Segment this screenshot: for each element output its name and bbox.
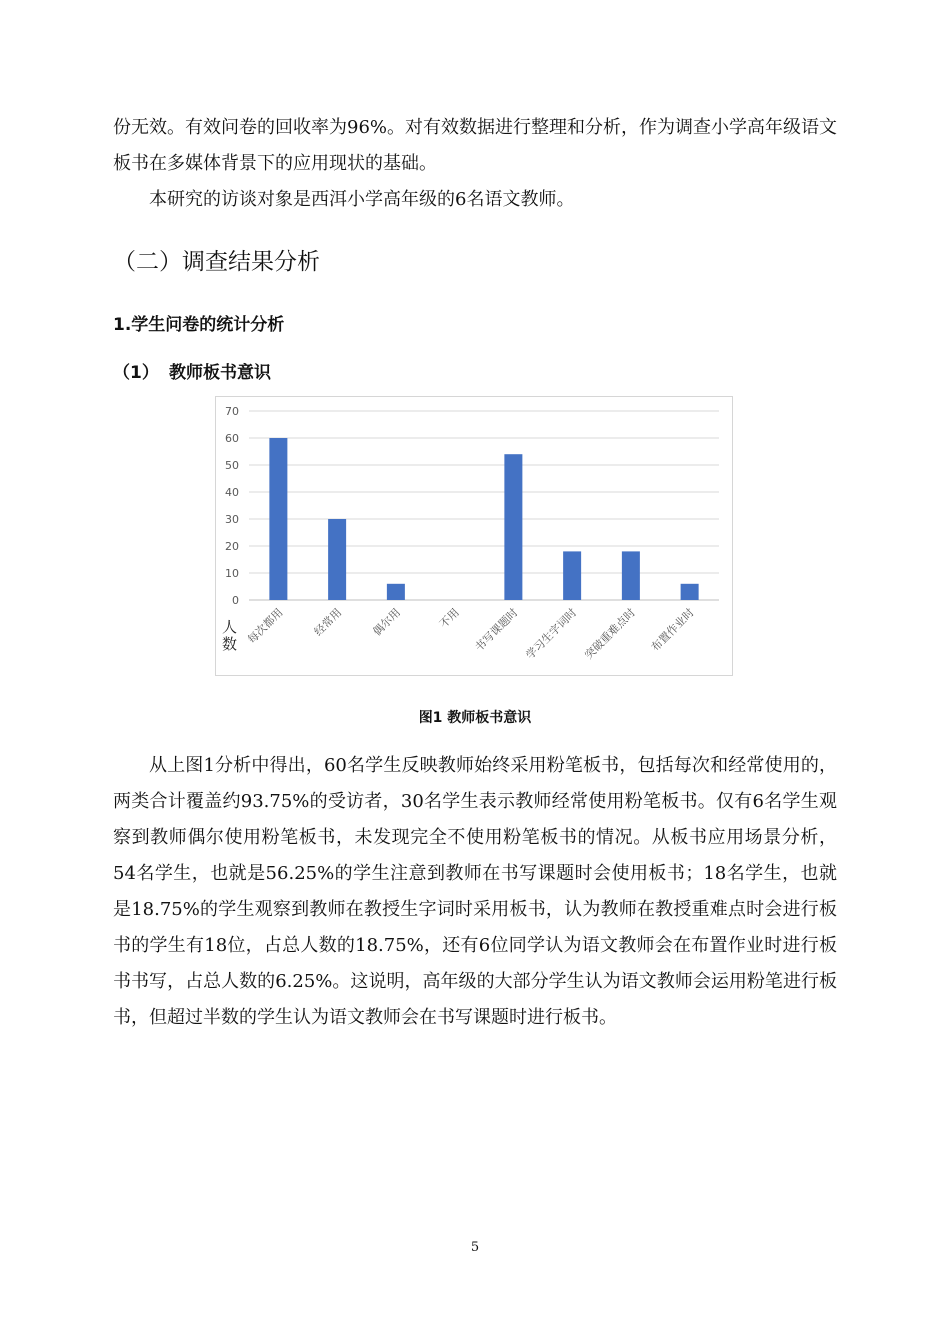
subsection-heading: 1.学生问卷的统计分析 <box>113 315 285 335</box>
x-tick-label: 每次都用 <box>245 605 286 647</box>
y-tick-label: 30 <box>225 513 239 526</box>
intro-paragraph: 份无效。有效问卷的回收率为96%。对有效数据进行整理和分析，作为调查小学高年级语文板书在多媒体背景下的应用现状的基础。 <box>113 117 838 174</box>
y-tick-label: 20 <box>225 540 239 553</box>
interview-paragraph: 本研究的访谈对象是西洱小学高年级的6名语文教师。 <box>149 189 575 210</box>
item-number: （1） <box>113 363 159 383</box>
bar <box>563 551 581 600</box>
bar-chart-svg <box>216 397 734 677</box>
x-tick-label: 布置作业时 <box>648 605 697 655</box>
y-tick-label: 0 <box>232 594 239 607</box>
y-axis-label: 人数 <box>222 618 238 653</box>
bar <box>504 454 522 600</box>
y-tick-label: 70 <box>225 405 239 418</box>
x-tick-label: 不用 <box>436 605 462 631</box>
x-tick-label: 学习生字词时 <box>523 605 580 662</box>
section-heading: （二）调查结果分析 <box>113 249 320 275</box>
y-tick-label: 40 <box>225 486 239 499</box>
analysis-paragraph: 从上图1分析中得出，60名学生反映教师始终采用粉笔板书，包括每次和经常使用的，两类合计覆盖约93.75%的受访者，30名学生表示教师经常使用粉笔板书。仅有6名学生观察到教师偶尔使用粉笔板书，未发现完全不使用粉笔板书的情况。从板书应用场景分析，54名学生，也就是56.25%的学生注意到教师在书写课题时会使用板书；18名学生，也就是18.75%的学生观察到教师在教授生字词时采用板书，认为教师在教授重难点时会进行板书的学生有18位，占总人数的18.75%，还有6位同学认为语文教师会在布置作业时进行板书书写，占总人数的6.25%。这说明，高年级的大部分学生认为语文教师会运用粉笔进行板书，但超过半数的学生认为语文教师会在书写课题时进行板书。 <box>113 755 837 1028</box>
item-title: 教师板书意识 <box>169 363 271 383</box>
y-tick-label: 60 <box>225 432 239 445</box>
y-tick-label: 10 <box>225 567 239 580</box>
page-number: 5 <box>470 1240 480 1255</box>
x-tick-label: 经常用 <box>311 605 345 639</box>
y-tick-label: 50 <box>225 459 239 472</box>
bar <box>622 551 640 600</box>
figure-caption: 图1 教师板书意识 <box>418 710 532 726</box>
x-tick-label: 偶尔用 <box>370 605 403 639</box>
x-tick-label: 突破重难点时 <box>582 605 638 662</box>
x-tick-label: 书写课题时 <box>472 605 521 655</box>
item-heading <box>113 358 271 388</box>
bar <box>387 584 405 600</box>
bar <box>681 584 699 600</box>
bar-chart <box>215 396 733 676</box>
bar <box>328 519 346 600</box>
bar <box>269 438 287 600</box>
